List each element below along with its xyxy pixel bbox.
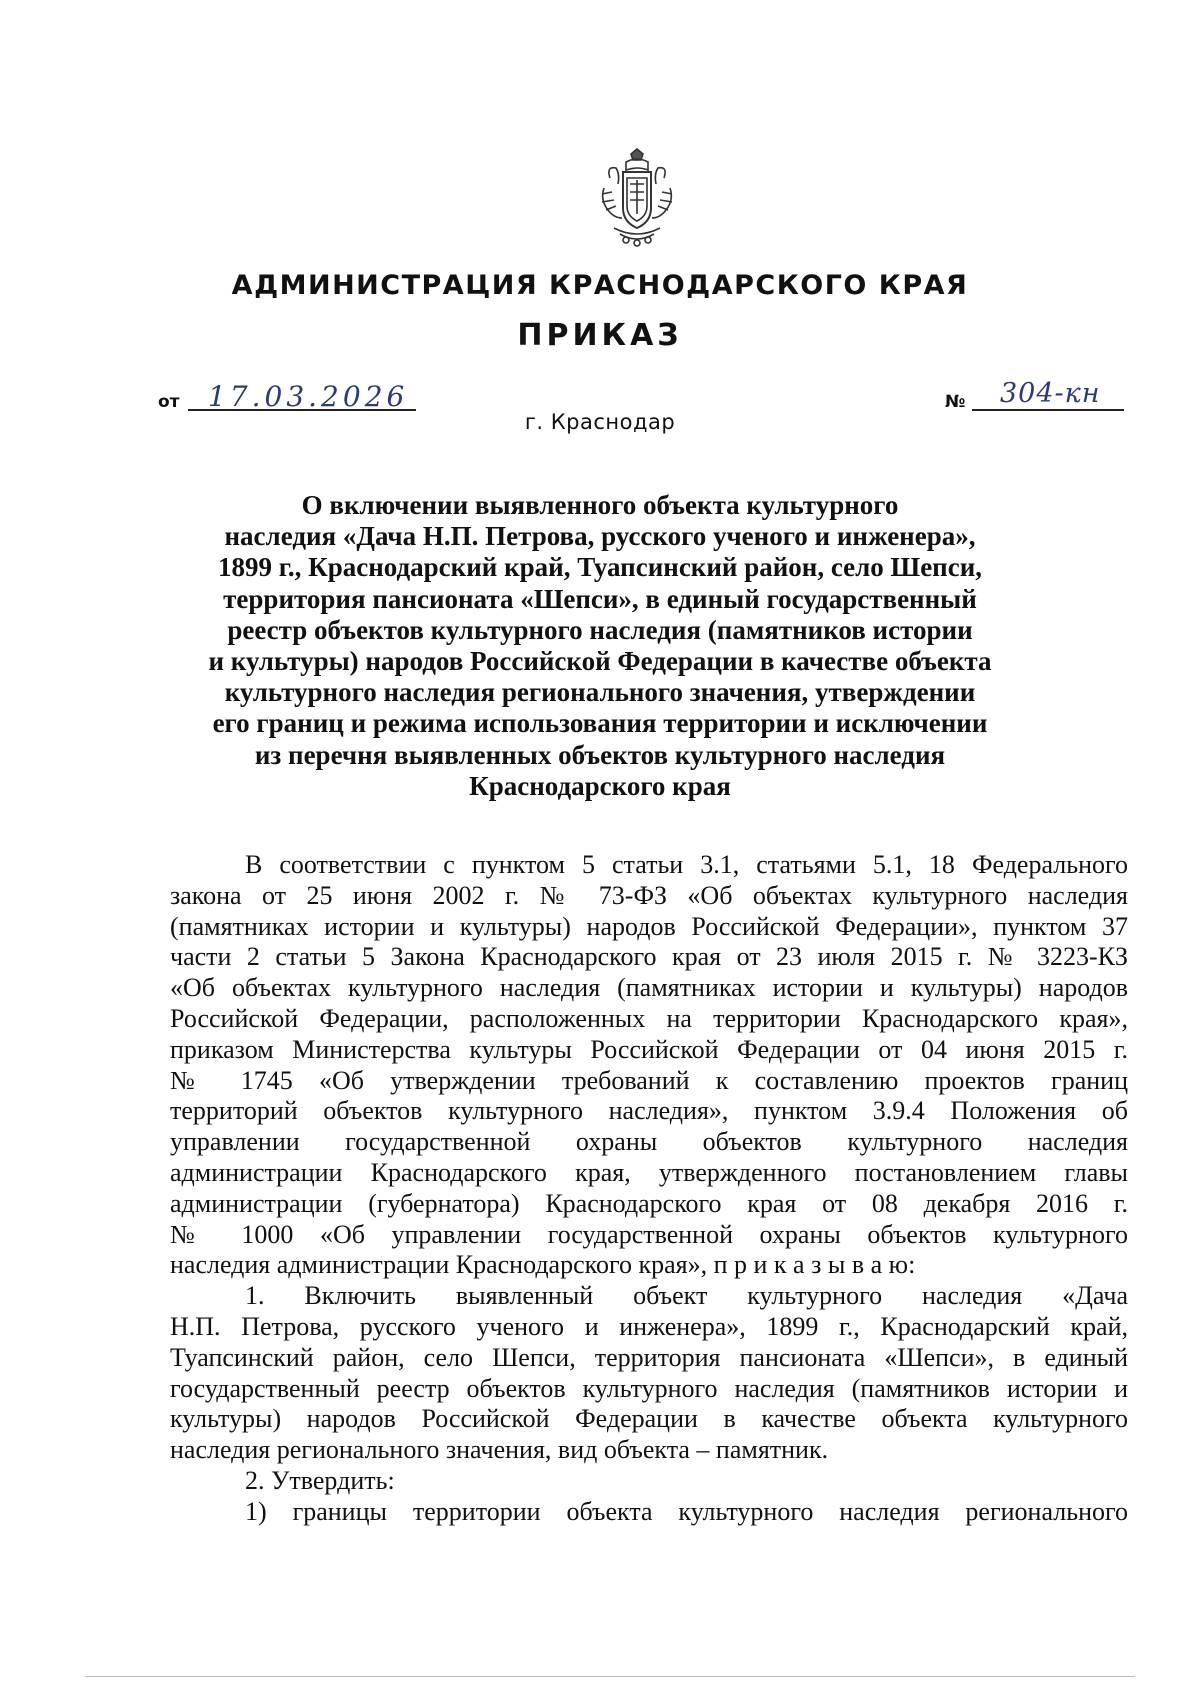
document-title (200, 490, 1000, 802)
body-line: наследия регионального значения, вид объекта – памятник. (170, 1435, 829, 1465)
body-line: Туапсинский район, село Шепси, территория пансионата «Шепси», в единый (170, 1342, 1128, 1372)
title-line: и культуры) народов Российской Федерации в качестве объекта (208, 646, 992, 677)
coat-of-arms-icon (596, 148, 678, 252)
number-label: № (945, 392, 966, 412)
body-line: закона от 25 июня 2002 г. № 73-ФЗ «Об объектах культурного наследия (170, 880, 1128, 910)
number-handwritten: 304-кн (1000, 378, 1101, 409)
document-type: ПРИКАЗ (517, 318, 683, 353)
page-bottom-edge (85, 1676, 1135, 1677)
document-body (170, 850, 1128, 1528)
title-line: 1899 г., Краснодарский край, Туапсинский район, село Шепси, (217, 552, 983, 583)
date-label: от (158, 392, 180, 412)
body-line: № 1745 «Об утверждении требований к составлению проектов границ (170, 1065, 1128, 1095)
body-line: № 1000 «Об управлении государственной охраны объектов культурного (170, 1219, 1128, 1249)
title-line: Краснодарского края (469, 770, 731, 801)
body-line: 2. Утвердить: (245, 1465, 395, 1495)
title-line: наследия «Дача Н.П. Петрова, русского ученого и инженера», (224, 521, 976, 552)
body-line: «Об объектах культурного наследия (памятниках истории и культуры) народов (170, 973, 1128, 1003)
body-line: Российской Федерации, расположенных на территории Краснодарского края», (170, 1003, 1128, 1033)
body-line: В соответствии с пунктом 5 статьи 3.1, статьями 5.1, 18 Федерального (245, 850, 1128, 879)
body-line: территорий объектов культурного наследия», пунктом 3.9.4 Положения об (170, 1096, 1128, 1126)
organization-name: АДМИНИСТРАЦИЯ КРАСНОДАРСКОГО КРАЯ (231, 270, 969, 301)
date-handwritten: 17.03.2026 (208, 380, 409, 413)
title-line: его границ и режима использования территории и исключении (212, 708, 988, 739)
body-line: части 2 статьи 5 Закона Краснодарского края от 23 июля 2015 г. № 3223-КЗ (170, 942, 1128, 972)
body-line: наследия администрации Краснодарского края», п р и к а з ы в а ю: (170, 1250, 916, 1280)
body-line: 1) границы территории объекта культурного наследия регионального (245, 1496, 1128, 1526)
body-line: администрации Краснодарского края, утвержденного постановлением главы (170, 1157, 1128, 1187)
body-line: управлении государственной охраны объектов культурного наследия (170, 1127, 1128, 1157)
title-line: О включении выявленного объекта культурного (301, 490, 899, 520)
body-line: приказом Министерства культуры Российской Федерации от 04 июня 2015 г. (170, 1034, 1128, 1064)
body-line: 1. Включить выявленный объект культурного наследия «Дача (245, 1281, 1128, 1311)
body-line: (памятниках истории и культуры) народов Российской Федерации», пунктом 37 (170, 911, 1128, 941)
city: г. Краснодар (524, 410, 676, 434)
title-line: реестр объектов культурного наследия (памятников истории (227, 614, 973, 645)
body-line: государственный реестр объектов культурного наследия (памятников истории и (170, 1373, 1128, 1403)
body-line: Н.П. Петрова, русского ученого и инженера», 1899 г., Краснодарский край, (170, 1311, 1128, 1341)
title-line: из перечня выявленных объектов культурного наследия (254, 739, 946, 770)
title-line: культурного наследия регионального значения, утверждении (224, 677, 976, 708)
title-line: территория пансионата «Шепси», в единый государственный (223, 583, 977, 614)
body-line: культуры) народов Российской Федерации в качестве объекта культурного (170, 1404, 1128, 1434)
body-line: администрации (губернатора) Краснодарского края от 08 декабря 2016 г. (170, 1188, 1128, 1218)
